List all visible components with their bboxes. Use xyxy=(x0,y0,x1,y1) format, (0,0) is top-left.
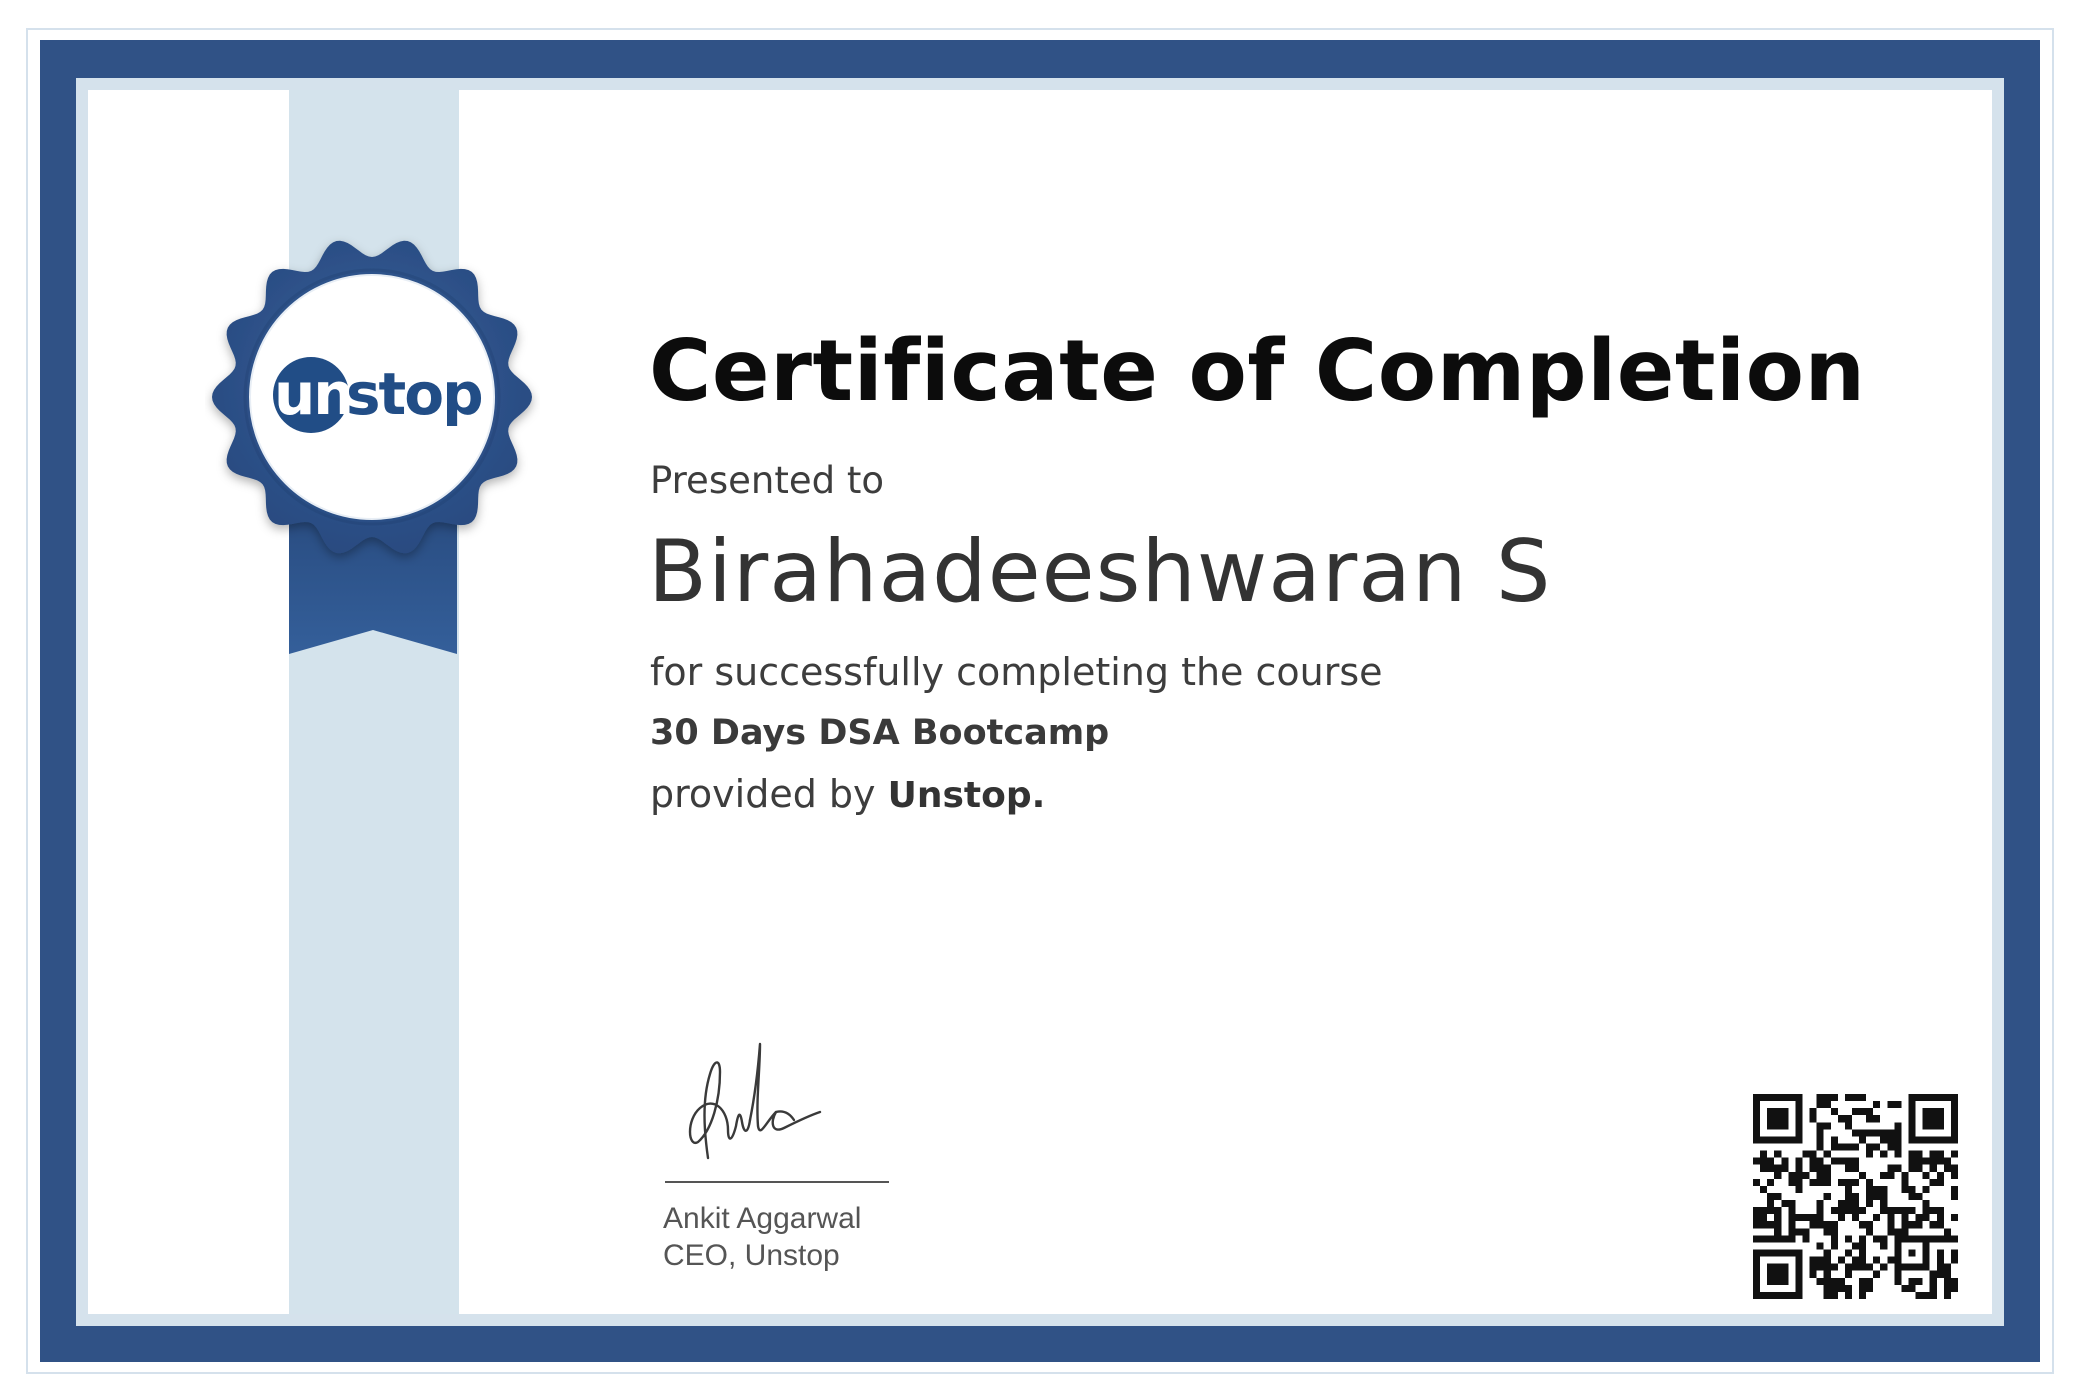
completion-statement: for successfully completing the course xyxy=(650,650,1383,694)
qr-code-icon xyxy=(1753,1094,1958,1299)
provider-name: Unstop. xyxy=(887,775,1046,816)
provided-by-label: provided by xyxy=(650,772,876,816)
svg-text:un: un xyxy=(274,360,353,428)
certificate-title: Certificate of Completion xyxy=(649,322,1866,421)
course-name: 30 Days DSA Bootcamp xyxy=(650,713,1110,753)
rosette-badge-icon xyxy=(205,232,540,667)
signatory-role: CEO, Unstop xyxy=(663,1239,840,1272)
provided-by-line xyxy=(650,772,1045,816)
signatory-name: Ankit Aggarwal xyxy=(663,1202,862,1235)
presented-to-label: Presented to xyxy=(650,459,884,502)
signature-icon xyxy=(680,1030,840,1180)
recipient-name: Birahadeeshwaran S xyxy=(648,522,1552,622)
signature-line xyxy=(665,1181,889,1183)
svg-text:stop: stop xyxy=(346,360,482,428)
